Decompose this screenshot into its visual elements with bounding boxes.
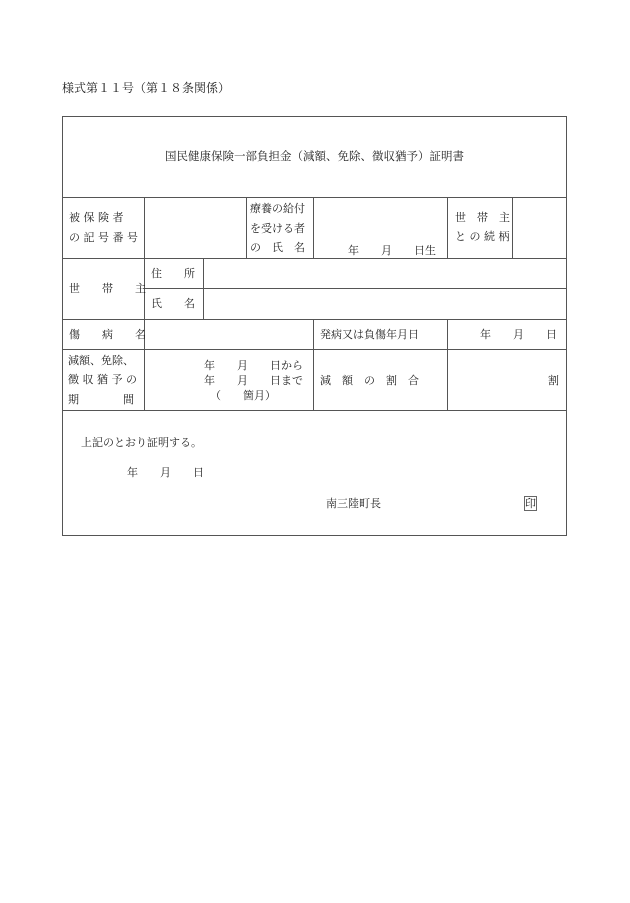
certification-statement: 上記のとおり証明する。 <box>81 436 202 449</box>
householder-label: 世 帯 主 <box>69 282 146 295</box>
period-months: （ 箇月） <box>210 389 276 402</box>
form-number: 様式第１１号（第１８条関係） <box>62 81 231 95</box>
reduction-rate-label: 減 額 の 割 合 <box>320 374 419 387</box>
birthdate-text: 年 月 日生 <box>348 244 436 257</box>
certification-date: 年 月 日 <box>127 466 204 479</box>
insured-number-label-2: の 記 号 番 号 <box>69 231 138 244</box>
address-field[interactable] <box>204 259 566 288</box>
relation-label-2: と の 続 柄 <box>455 230 510 243</box>
injury-name-field[interactable] <box>145 320 313 349</box>
recipient-name-label-2: を受ける者 <box>250 222 305 235</box>
recipient-name-label: 療養の給付 <box>250 202 305 215</box>
injury-name-label: 傷 病 名 <box>69 328 146 341</box>
seal-mark: 印 <box>525 497 536 510</box>
relation-field[interactable] <box>513 198 566 258</box>
period-label: 減額、免除、 <box>68 354 134 367</box>
issuer-name: 南三陸町長 <box>326 497 381 510</box>
recipient-name-label-3: の 氏 名 <box>250 241 305 254</box>
insured-number-label: 被 保 険 者 <box>69 211 124 224</box>
householder-name-field[interactable] <box>204 289 566 319</box>
period-from: 年 月 日から <box>204 359 303 372</box>
onset-date-label: 発病又は負傷年月日 <box>320 328 419 341</box>
insured-number-field[interactable] <box>145 198 246 258</box>
period-label-2: 徴 収 猶 予 の <box>68 373 137 386</box>
address-label: 住 所 <box>151 267 195 280</box>
reduction-rate-unit: 割 <box>548 374 559 387</box>
relation-label: 世 帯 主 <box>455 211 510 224</box>
householder-name-label: 氏 名 <box>151 297 195 310</box>
period-to: 年 月 日まで <box>204 374 303 387</box>
onset-date-text: 年 月 日 <box>480 328 557 341</box>
period-label-3: 期 間 <box>68 393 134 406</box>
certificate-title: 国民健康保険一部負担金（減額、免除、徴収猶予）証明書 <box>165 149 464 163</box>
